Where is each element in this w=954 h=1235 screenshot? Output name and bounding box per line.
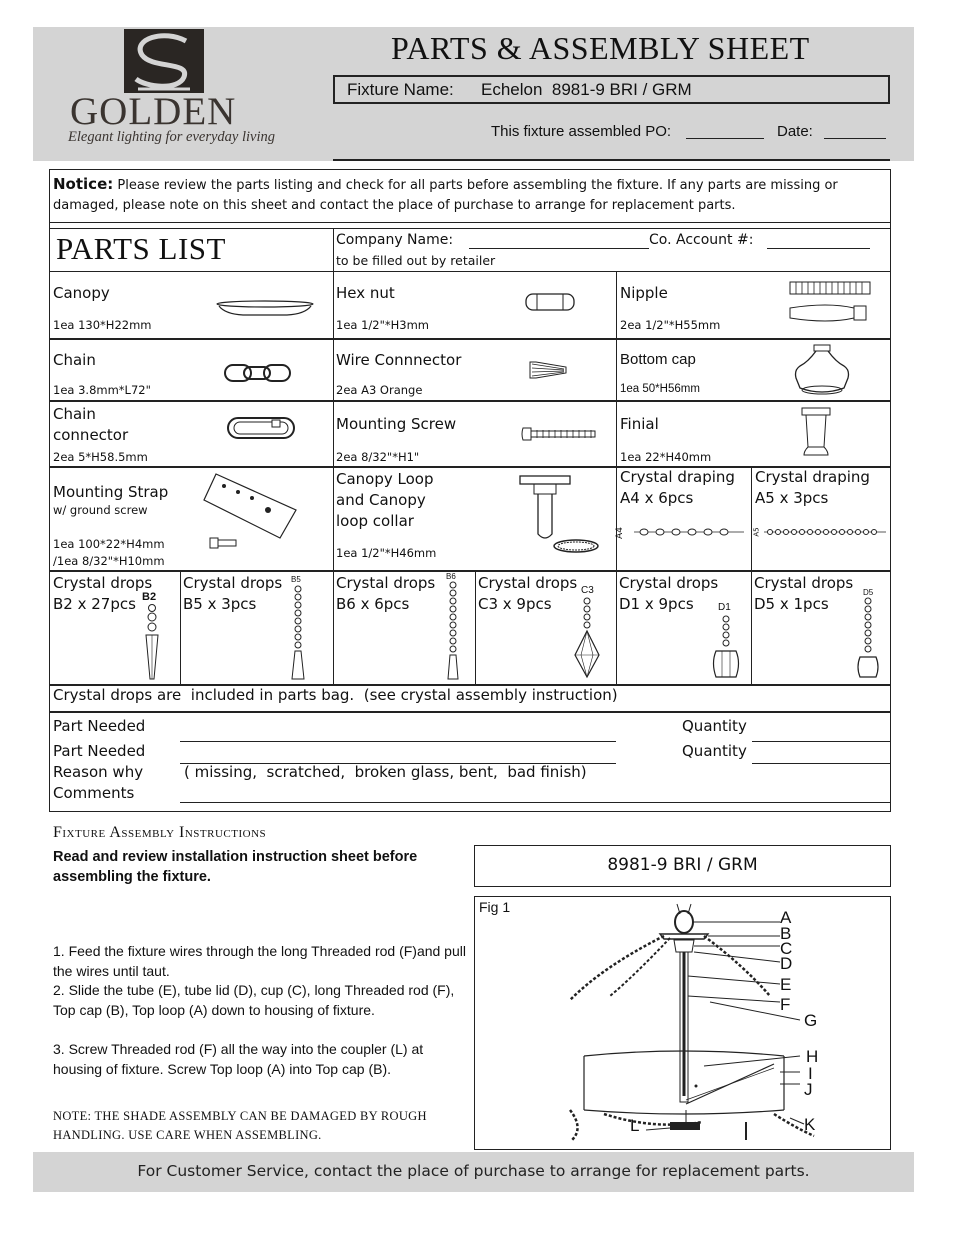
- parts-list-title: PARTS LIST: [56, 231, 226, 266]
- part-needed-label-2: Part Needed: [53, 742, 146, 760]
- notice: [53, 174, 887, 216]
- drop-tag: D1: [718, 602, 731, 613]
- part-chain-spec: 1ea 3.8mm*L72": [53, 383, 151, 397]
- chain-connector-icon: [226, 416, 296, 440]
- model-number: 8981-9 BRI / GRM: [607, 855, 758, 875]
- hex-nut-icon: [525, 293, 575, 311]
- fig-letter-f: F: [780, 995, 791, 1014]
- crystal-drop-b6-icon: [445, 581, 461, 681]
- divider: [333, 272, 334, 570]
- drop-tag: D5: [863, 588, 874, 597]
- fig-letter-g: G: [804, 1011, 818, 1030]
- part-canopy-loop-name-3: loop collar: [336, 512, 414, 530]
- crystal-draping-a5-icon: [764, 528, 886, 536]
- drops-note: Crystal drops are included in parts bag. (see crystal assembly instruction): [53, 686, 618, 704]
- quantity-label-1: Quantity: [682, 717, 747, 735]
- drop-name: Crystal drops: [53, 574, 153, 592]
- crystal-drop-c3-icon: [572, 597, 602, 679]
- quantity-field-1[interactable]: [752, 741, 890, 742]
- part-needed-field-1[interactable]: [180, 741, 616, 742]
- part-draping-a5-name-1: Crystal draping: [755, 468, 870, 486]
- part-canopy-loop-spec: 1ea 1/2"*H46mm: [336, 546, 437, 560]
- logo-mark-icon: [124, 29, 204, 93]
- table-rule: [49, 228, 891, 229]
- drop-tag: B2: [142, 591, 157, 603]
- drop-cell-b6: [334, 571, 475, 684]
- divider: [751, 467, 752, 570]
- drop-cell-b2: [50, 571, 180, 684]
- comments-field[interactable]: [180, 802, 890, 803]
- drop-name: Crystal drops: [478, 574, 578, 592]
- notice-text: Please review the parts listing and check for all parts before assembling the fixture. If any parts are missing or damaged, please note on this sheet and contact the place of purchase to arrange for replacement parts.: [53, 178, 838, 213]
- crystal-drop-b5-icon: [290, 585, 306, 681]
- part-mounting-strap-name: Mounting Strap: [53, 483, 169, 501]
- fig-letter-j: J: [804, 1080, 813, 1099]
- drop-name: Crystal drops: [336, 574, 436, 592]
- fig-letter-e: E: [780, 975, 792, 994]
- part-canopy-name: Canopy: [53, 284, 110, 302]
- notice-rule: [49, 222, 891, 223]
- canopy-icon: [215, 298, 315, 320]
- page-title: PARTS & ASSEMBLY SHEET: [391, 30, 810, 66]
- drop-cell-b5: [181, 571, 333, 684]
- instructions-step-1: 1. Feed the fixture wires through the long Threaded rod (F)and pull the wires until taut.: [53, 943, 466, 979]
- crystal-drop-d5-icon: [856, 597, 880, 681]
- fixture-name-box: [333, 75, 890, 104]
- part-chain-connector-name-2: connector: [53, 426, 129, 444]
- drop-cell-c3: [476, 571, 616, 684]
- footer-text: For Customer Service, contact the place of purchase to arrange for replacement parts.: [137, 1162, 810, 1180]
- drop-name: Crystal drops: [754, 574, 854, 592]
- chain-icon: [224, 362, 292, 384]
- brand-logo: [50, 27, 275, 161]
- part-wire-connector-name: Wire Connnector: [336, 351, 462, 369]
- quantity-label-2: Quantity: [682, 742, 747, 760]
- retailer-note: to be filled out by retailer: [336, 253, 496, 268]
- part-canopy-spec: 1ea 130*H22mm: [53, 318, 152, 332]
- finial-icon: [798, 407, 834, 459]
- date-field[interactable]: [824, 138, 886, 139]
- quantity-field-2[interactable]: [752, 763, 890, 764]
- table-rule: [49, 400, 891, 402]
- part-canopy-loop-name-1: Canopy Loop: [336, 470, 434, 488]
- part-mounting-screw-spec: 2ea 8/32"*H1": [336, 450, 420, 464]
- part-bottom-cap-name: Bottom cap: [620, 351, 696, 368]
- crystal-drop-d1-icon: [711, 615, 741, 681]
- draping-a5-tag: A5: [752, 527, 761, 537]
- part-mounting-strap-spec-2: /1ea 8/32"*H10mm: [53, 554, 165, 568]
- mounting-screw-icon: [521, 426, 599, 442]
- part-hex-nut-name: Hex nut: [336, 284, 395, 302]
- part-needed-label-1: Part Needed: [53, 717, 146, 735]
- assembly-diagram: [474, 896, 891, 1150]
- bottom-cap-icon: [792, 344, 852, 398]
- part-mounting-strap-sub: w/ ground screw: [53, 503, 148, 517]
- fixture-name-label: Fixture Name:: [347, 80, 454, 99]
- table-rule: [49, 711, 891, 713]
- fig-letter-k: K: [804, 1115, 816, 1134]
- instructions-title: Fixture Assembly Instructions: [53, 824, 267, 841]
- part-mounting-strap-spec-1: 1ea 100*22*H4mm: [53, 537, 165, 551]
- comments-label: Comments: [53, 784, 135, 802]
- part-nipple-name: Nipple: [620, 284, 668, 302]
- company-name-field[interactable]: [469, 248, 649, 249]
- part-bottom-cap-spec: 1ea 50*H56mm: [620, 383, 700, 395]
- wire-connector-icon: [528, 358, 568, 382]
- drop-qty: B6 x 6pcs: [336, 595, 410, 613]
- nipple-icon: [788, 280, 872, 324]
- brand-name: GOLDEN: [70, 90, 237, 133]
- reason-label: Reason why: [53, 763, 144, 781]
- footer-band: [33, 1152, 914, 1192]
- part-chain-connector-spec: 2ea 5*H58.5mm: [53, 450, 148, 464]
- fixture-name-value: Echelon 8981-9 BRI / GRM: [481, 80, 692, 99]
- divider: [333, 229, 334, 272]
- instructions-step-2: 2. Slide the tube (E), tube lid (D), cup (C), long Threaded rod (F), Top cap (B), Top loop (A) down to housing of fixture.: [53, 982, 455, 1018]
- part-nipple-spec: 2ea 1/2"*H55mm: [620, 318, 721, 332]
- fig-letter-a: A: [780, 908, 792, 927]
- instructions-note: NOTE: THE SHADE ASSEMBLY CAN BE DAMAGED BY ROUGH HANDLING. USE CARE WHEN ASSEMBLING.: [53, 1109, 427, 1142]
- part-chain-name: Chain: [53, 351, 96, 369]
- fig-letter-h: H: [806, 1047, 819, 1066]
- drop-qty: D5 x 1pcs: [754, 595, 829, 613]
- draping-a4-tag: A4: [614, 527, 625, 539]
- fig-letter-l: L: [630, 1116, 640, 1135]
- part-hex-nut-spec: 1ea 1/2"*H3mm: [336, 318, 430, 332]
- po-field[interactable]: [686, 138, 764, 139]
- drop-tag: B5: [291, 575, 301, 584]
- brand-tagline: Elegant lighting for everyday living: [68, 129, 275, 145]
- header-rule: [333, 159, 890, 161]
- fig-letter-c: C: [780, 939, 793, 958]
- fig-letter-b: B: [780, 924, 792, 943]
- figure-label: Fig 1: [479, 899, 511, 915]
- date-label: Date:: [777, 123, 813, 140]
- part-wire-connector-spec: 2ea A3 Orange: [336, 383, 423, 397]
- po-label: This fixture assembled PO:: [491, 123, 672, 140]
- crystal-drop-b2-icon: [142, 603, 162, 683]
- part-finial-name: Finial: [620, 415, 659, 433]
- drop-name: Crystal drops: [619, 574, 719, 592]
- model-box: [474, 845, 891, 887]
- part-mounting-screw-name: Mounting Screw: [336, 415, 457, 433]
- drop-qty: B2 x 27pcs: [53, 595, 136, 613]
- part-draping-a5-name-2: A5 x 3pcs: [755, 489, 829, 507]
- divider: [616, 272, 617, 570]
- drop-qty: D1 x 9pcs: [619, 595, 694, 613]
- instructions-step-3: 3. Screw Threaded rod (F) all the way into the coupler (L) at housing of fixture. Screw Top loop (A) into Top cap (B).: [53, 1041, 424, 1077]
- account-field[interactable]: [767, 248, 870, 249]
- fig-letter-d: D: [780, 954, 793, 973]
- company-name-label: Company Name:: [336, 232, 454, 248]
- canopy-loop-icon: [518, 472, 598, 562]
- fig-letter-i: I: [808, 1064, 813, 1083]
- part-canopy-loop-name-2: and Canopy: [336, 491, 426, 509]
- part-finial-spec: 1ea 22*H40mm: [620, 450, 712, 464]
- reason-text: ( missing, scratched, broken glass, bent, bad finish): [184, 763, 587, 781]
- instructions-lead: Read and review installation instruction sheet before assembling the fixture.: [53, 849, 418, 885]
- mounting-strap-icon: [202, 470, 298, 560]
- drop-tag: B6: [446, 572, 456, 581]
- notice-label: Notice:: [53, 175, 114, 193]
- account-label: Co. Account #:: [649, 232, 754, 248]
- drop-tag: C3: [581, 585, 594, 596]
- drop-qty: B5 x 3pcs: [183, 595, 257, 613]
- table-rule: [49, 338, 891, 340]
- drop-qty: C3 x 9pcs: [478, 595, 552, 613]
- drop-cell-d1: [617, 571, 751, 684]
- part-draping-a4-name-1: Crystal draping: [620, 468, 735, 486]
- part-chain-connector-name-1: Chain: [53, 405, 96, 423]
- table-rule: [49, 271, 891, 272]
- crystal-draping-a4-icon: [634, 527, 744, 537]
- drop-cell-d5: [752, 571, 890, 684]
- part-draping-a4-name-2: A4 x 6pcs: [620, 489, 694, 507]
- drop-name: Crystal drops: [183, 574, 283, 592]
